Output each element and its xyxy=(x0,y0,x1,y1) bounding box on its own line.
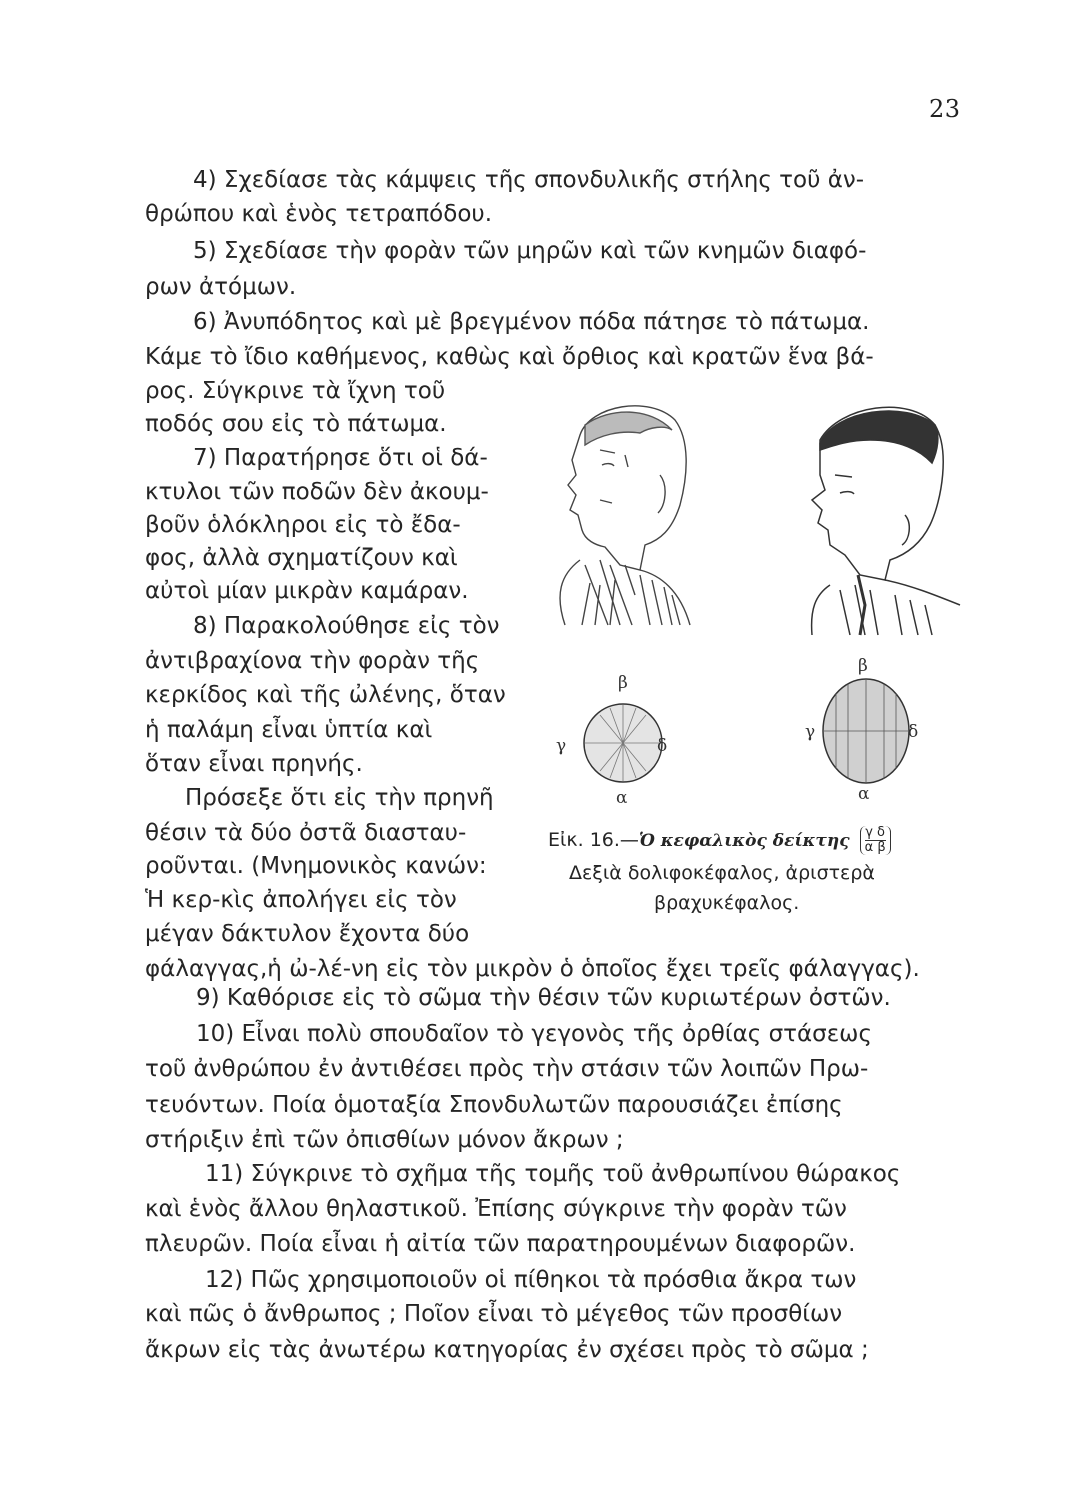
left-head-illustration xyxy=(560,406,690,625)
text-line: φος, ἀλλὰ σχηματίζουν καὶ xyxy=(145,545,458,571)
text-line: καὶ ἑνὸς ἄλλου θηλαστικοῦ. Ἐπίσης σύγκρινε τὴν φορὰν τῶν xyxy=(145,1196,847,1222)
text-line: καὶ πῶς ὁ ἄνθρωπος ; Ποῖον εἶναι τὸ μέγεθος τῶν προσθίων xyxy=(145,1301,843,1327)
text-line: 8) Παρακολούθησε εἰς τὸν xyxy=(193,613,500,639)
figure-caption xyxy=(548,826,891,855)
text-line: θέσιν τὰ δύο ὀστᾶ διασταυ- xyxy=(145,820,467,846)
text-line: ὅταν εἶναι πρηνής. xyxy=(145,751,363,777)
text-line: στήριξιν ἐπὶ τῶν ὀπισθίων μόνον ἄκρων ; xyxy=(145,1127,624,1153)
text-line: τοῦ ἀνθρώπου ἐν ἀντιθέσει πρὸς τὴν στάσιν τῶν λοιπῶν Πρω- xyxy=(145,1056,869,1082)
page-number: 23 xyxy=(929,95,961,123)
text-line: φάλαγγας,ἡ ὠ-λέ-νη εἰς τὸν μικρὸν ὁ ὁποῖος ἔχει τρεῖς φάλαγγας). xyxy=(145,956,920,982)
text-line: ρος. Σύγκρινε τὰ ἴχνη τοῦ xyxy=(145,378,446,404)
text-line: ἀντιβραχίονα τὴν φορὰν τῆς xyxy=(145,648,480,674)
text-line: 6) Ἀνυπόδητος καὶ μὲ βρεγμένον πόδα πάτησε τὸ πάτωμα. xyxy=(193,309,870,335)
text-line: 10) Εἶναι πολὺ σπουδαῖον τὸ γεγονὸς τῆς ὀρθίας στάσεως xyxy=(196,1021,872,1047)
right-label-gamma: γ xyxy=(805,722,816,742)
text-line: κτυλοι τῶν ποδῶν δὲν ἀκουμ- xyxy=(145,479,489,505)
right-label-delta: δ xyxy=(908,722,919,742)
right-head-illustration xyxy=(812,407,960,635)
text-line: Πρόσεξε ὅτι εἰς τὴν πρηνῆ xyxy=(185,785,494,811)
text-line: τευόντων. Ποία ὁμοταξία Σπονδυλωτῶν παρουσιάζει ἐπίσης xyxy=(145,1092,843,1118)
caption-line-2: Δεξιὰ δολιφοκέφαλος, ἀριστερὰ xyxy=(569,862,875,884)
text-line: 5) Σχεδίασε τὴν φορὰν τῶν μηρῶν καὶ τῶν κνημῶν διαφό- xyxy=(193,238,867,264)
caption-fraction-numerator: γ δ xyxy=(865,825,886,840)
left-label-alpha: α xyxy=(616,788,628,808)
left-label-delta: δ xyxy=(657,736,668,756)
text-line: 4) Σχεδίασε τὰς κάμψεις τῆς σπονδυλικῆς στήλης τοῦ ἀν- xyxy=(193,167,865,193)
text-line: Κάμε τὸ ἴδιο καθήμενος, καθὼς καὶ ὄρθιος καὶ κρατῶν ἕνα βά- xyxy=(145,344,874,370)
text-line: ἡ παλάμη εἶναι ὑπτία καὶ xyxy=(145,717,433,743)
text-line: 9) Καθόρισε εἰς τὸ σῶμα τὴν θέσιν τῶν κυριωτέρων ὀστῶν. xyxy=(196,985,891,1011)
left-label-beta: β xyxy=(618,673,628,693)
text-line: Ἡ κερ-κὶς ἀπολήγει εἰς τὸν xyxy=(145,887,457,913)
right-label-beta: β xyxy=(858,656,868,676)
text-line: ποδός σου εἰς τὸ πάτωμα. xyxy=(145,411,447,437)
caption-fraction-denominator: α β xyxy=(864,840,886,855)
text-line: πλευρῶν. Ποία εἶναι ἡ αἰτία τῶν παρατηρουμένων διαφορῶν. xyxy=(145,1231,856,1257)
text-line: ἄκρων εἰς τὰς ἀνωτέρω κατηγορίας ἐν σχέσει πρὸς τὸ σῶμα ; xyxy=(145,1337,869,1363)
left-label-gamma: γ xyxy=(556,736,567,756)
text-line: θρώπου καὶ ἑνὸς τετραπόδου. xyxy=(145,201,493,227)
cephalic-index-figure xyxy=(540,395,990,815)
brachycephalic-skull-diagram xyxy=(556,673,667,808)
text-line: κερκίδος καὶ τῆς ὠλένης, ὅταν xyxy=(145,682,506,708)
text-line: 12) Πῶς χρησιμοποιοῦν οἱ πίθηκοι τὰ πρόσθια ἄκρα των xyxy=(205,1267,857,1293)
dolichocephalic-skull-diagram xyxy=(805,656,918,804)
text-line: μέγαν δάκτυλον ἔχοντα δύο xyxy=(145,921,470,947)
text-line: 11) Σύγκρινε τὸ σχῆμα τῆς τομῆς τοῦ ἀνθρωπίνου θώρακος xyxy=(205,1161,901,1187)
caption-line-3: βραχυκέφαλος. xyxy=(654,892,800,914)
text-line: βοῦν ὁλόκληροι εἰς τὸ ἔδα- xyxy=(145,512,461,538)
text-line: ροῦνται. (Μνημονικὸς κανών: xyxy=(145,853,487,879)
text-line: ρων ἀτόμων. xyxy=(145,274,297,300)
caption-fraction xyxy=(860,826,891,855)
text-line: αὐτοὶ μίαν μικρὰν καμάραν. xyxy=(145,578,469,604)
right-label-alpha: α xyxy=(858,784,870,804)
caption-title: Ὁ κεφαλικὸς δείκτης xyxy=(638,831,850,851)
caption-prefix: Εἰκ. 16.— xyxy=(548,829,639,851)
text-line: 7) Παρατήρησε ὅτι οἱ δά- xyxy=(193,445,488,471)
